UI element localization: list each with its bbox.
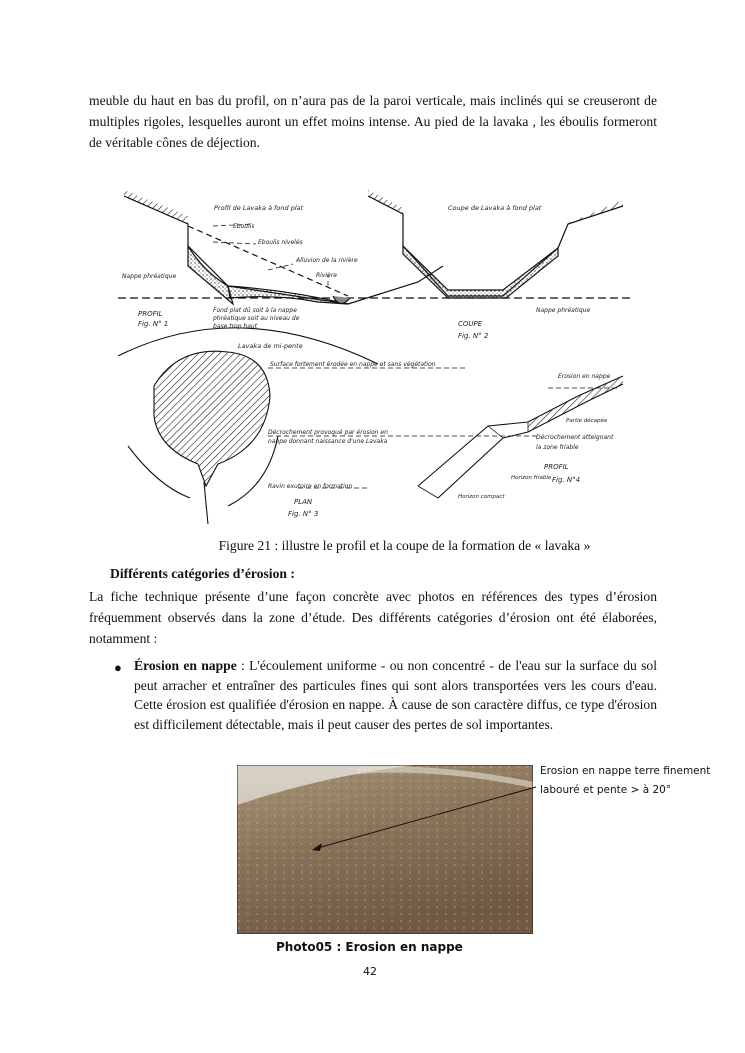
fig3-plan (118, 328, 378, 524)
lavaka-figure (118, 186, 630, 524)
nappe-left-label: Nappe phréatique (122, 273, 177, 280)
decro-left2-label: nappe donnant naissance d'une Lavaka (268, 438, 388, 445)
profil-title-label: Profil de Lavaka à fond plat (214, 204, 304, 212)
photo-annotation (540, 762, 740, 800)
bullet-erosion-nappe (134, 656, 657, 734)
mi-pente-label: Lavaka de mi-pente (238, 342, 303, 350)
erosion-photo (237, 765, 533, 934)
figure-caption-text: Figure 21 : illustre le profil et la coupe de la formation de « lavaka » (218, 538, 591, 553)
surface-label: Surface fortement érodée en nappe et sans végétation (270, 361, 436, 368)
fig4-number-label: Fig. N°4 (552, 476, 581, 484)
page-number: 42 (363, 965, 377, 978)
decro-right2-label: la zone friable (536, 444, 579, 451)
fiche-paragraph: La fiche technique présente d’une façon concrète avec photos en références des types d’érosion fréquemment observés dans la zone d’étude. Des différents catégories d’érosion ont été élaborées, notamment : (89, 589, 657, 646)
fig3-number-label: Fig. N° 3 (288, 510, 319, 518)
decro-right1-label: Décrochement atteignant (536, 434, 614, 441)
erosion-nappe-label: Erosion en nappe (558, 373, 611, 380)
decro-left1-label: Décrochement provoqué par érosion en (268, 429, 388, 436)
photo-caption: Photo05 : Erosion en nappe (276, 940, 463, 954)
ravin-label: Ravin exutoire en formation (268, 483, 353, 490)
riviere-label: Rivière (316, 272, 337, 279)
eboulis-nivel-label: Eboulis nivelés (258, 239, 303, 246)
plan-label: PLAN (294, 498, 313, 506)
horizon-friable-label: Horizon friable (511, 475, 552, 481)
fond-line1-label: Fond plat dû soit à la nappe (213, 307, 297, 314)
coupe-fig2-label: COUPE (458, 320, 483, 328)
fond-line3-label: base trop haut (213, 323, 258, 330)
photo-annotation-line1: Erosion en nappe terre finement (540, 765, 711, 777)
bullet-term: Érosion en nappe (134, 658, 237, 673)
intro-paragraph: meuble du haut en bas du profil, on n’aura pas de la paroi verticale, mais inclinés qui se creuseront de multiples rigoles, lesquelles auront un effet moins intense. Au pied de la lavaka , les éboulis formeront de véritable cônes de déjection. (89, 93, 657, 150)
fig1-number-label: Fig. N° 1 (138, 320, 169, 328)
fig2-number-label: Fig. N° 2 (458, 332, 489, 340)
photo-annotation-line2: labouré et pente > à 20° (540, 784, 672, 796)
bullet-description: : L'écoulement uniforme - ou non concentré - de l'eau sur la surface du sol peut arracher et entraîner des particules fines qui sont alors transportées vers les cours d'eau. Cette érosion est qualifiée d'érosion en nappe. À cause de son caractère diffus, ce type d'érosion est difficilement détectable, mais il peut causer des pertes de sol importantes. (134, 658, 657, 732)
fig1-profile (118, 190, 630, 304)
fond-line2-label: phréatique soit au niveau de (213, 315, 300, 322)
section-heading: Différents catégories d’érosion : (110, 566, 295, 581)
eboulis-label: Eboulis (233, 223, 255, 230)
alluvion-label: Alluvion de la rivière (296, 257, 358, 264)
partie-decapee-label: Partie décapée (566, 418, 608, 424)
profil4-label: PROFIL (544, 463, 569, 471)
profil-fig1-label: PROFIL (138, 310, 163, 318)
nappe-right-label: Nappe phréatique (536, 307, 591, 314)
horizon-compact-label: Horizon compact (458, 494, 505, 500)
figure-caption (0, 538, 745, 554)
bullet-dot-icon: ● (114, 660, 122, 675)
coupe-title-label: Coupe de Lavaka à fond plat (448, 204, 542, 212)
